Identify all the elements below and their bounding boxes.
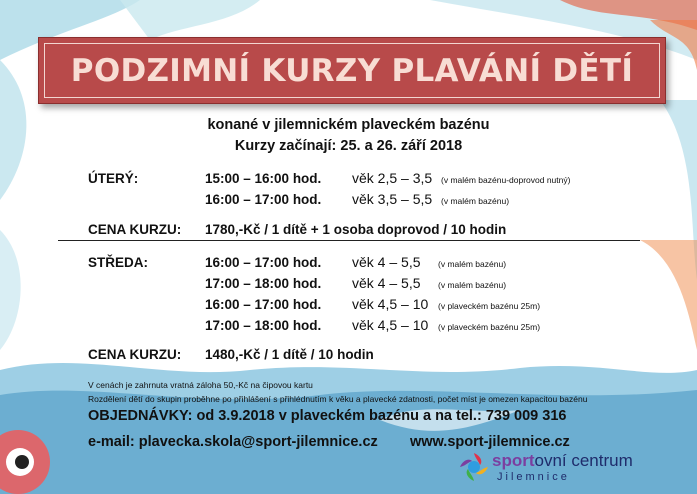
start-date-line: Kurzy začínají: 25. a 26. září 2018 <box>234 138 463 154</box>
wednesday-age-1: věk 4 – 5,5 <box>352 254 421 270</box>
email-contact[interactable]: e-mail: plavecka.skola@sport-jilemnice.cz <box>88 434 378 450</box>
tuesday-time-2: 16:00 – 17:00 hod. <box>205 192 322 207</box>
wednesday-price: 1480,-Kč / 1 dítě / 10 hodin <box>205 347 374 362</box>
tuesday-label: ÚTERÝ: <box>88 171 139 186</box>
banner-frame <box>44 43 660 98</box>
wednesday-note-3: (v plaveckém bazénu 25m) <box>438 301 541 311</box>
wednesday-time-2: 17:00 – 18:00 hod. <box>205 276 322 291</box>
logo-wordmark <box>492 451 633 471</box>
tuesday-time-1: 15:00 – 16:00 hod. <box>205 171 322 186</box>
page-title: PODZIMNÍ KURZY PLAVÁNÍ DĚTÍ <box>70 52 634 89</box>
wednesday-note-1: (v malém bazénu) <box>438 259 507 269</box>
logo-swirl-icon <box>457 450 491 484</box>
wednesday-time-4: 17:00 – 18:00 hod. <box>205 318 322 333</box>
wednesday-age-4: věk 4,5 – 10 <box>352 317 429 333</box>
wednesday-label: STŘEDA: <box>88 255 148 270</box>
sportovni-centrum-logo <box>457 448 657 488</box>
tuesday-price: 1780,-Kč / 1 dítě + 1 osoba doprovod / 10 hodin <box>205 222 507 237</box>
logo-rest: ovní centrum <box>534 451 633 470</box>
website-link[interactable]: www.sport-jilemnice.cz <box>410 434 570 450</box>
grouping-info: Rozdělení dětí do skupin proběhne po přihlášení s přihlédnutím k věku a plavecké zdatnosti, počet míst je omezen kapacitou bazénu <box>88 394 588 404</box>
title-banner <box>38 37 666 104</box>
tuesday-price-label: CENA KURZU: <box>88 222 182 237</box>
logo-sport: sport <box>492 451 535 470</box>
deposit-info: V cenách je zahrnuta vratná záloha 50,-Kč na čipovou kartu <box>88 380 313 390</box>
location-line: konané v jilemnickém plaveckém bazénu <box>207 117 490 133</box>
wednesday-age-2: věk 4 – 5,5 <box>352 275 421 291</box>
tuesday-age-1: věk 2,5 – 3,5 <box>352 170 433 186</box>
wednesday-age-3: věk 4,5 – 10 <box>352 296 429 312</box>
tuesday-age-2: věk 3,5 – 5,5 <box>352 191 433 207</box>
wednesday-note-2: (v malém bazénu) <box>438 280 507 290</box>
wednesday-time-3: 16:00 – 17:00 hod. <box>205 297 322 312</box>
tuesday-note-2: (v malém bazénu) <box>441 196 510 206</box>
logo-town: Jilemnice <box>497 471 570 483</box>
section-divider <box>58 240 640 241</box>
order-line: OBJEDNÁVKY: od 3.9.2018 v plaveckém bazénu a na tel.: 739 009 316 <box>88 408 567 424</box>
wednesday-note-4: (v plaveckém bazénu 25m) <box>438 322 541 332</box>
wednesday-time-1: 16:00 – 17:00 hod. <box>205 255 322 270</box>
tuesday-note-1: (v malém bazénu-doprovod nutný) <box>441 175 571 185</box>
wednesday-price-label: CENA KURZU: <box>88 347 182 362</box>
